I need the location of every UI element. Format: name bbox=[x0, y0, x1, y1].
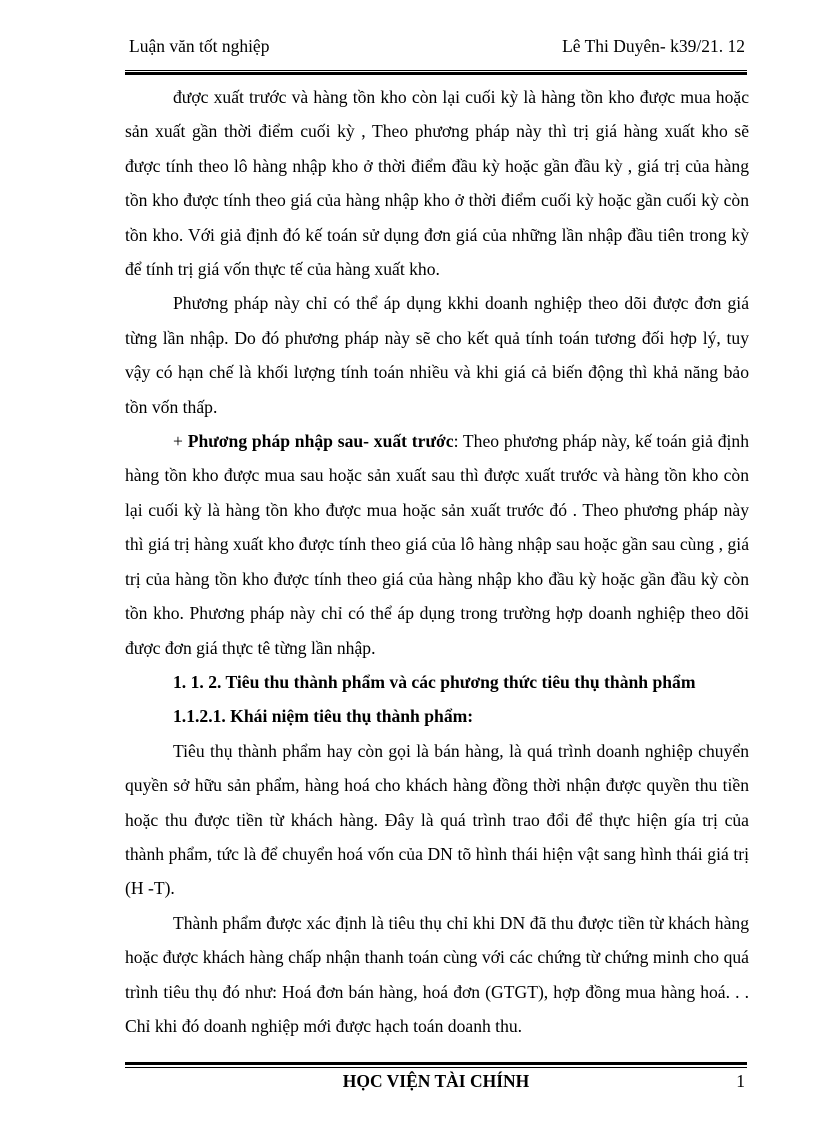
lifo-description: : Theo phương pháp này, kế toán giả định hàng tồn kho được mua sau hoặc sản xuất sau thì được xuất trước và hàng tồn kho còn lại cuối kỳ là hàng tồn kho được mua hoặc sản xuất trước đó . Theo phương pháp này thì giá trị hàng xuất kho được tính theo giá của lô hàng nhập sau hoặc gần sau cùng , giá trị của hàng tồn kho được tính theo giá của hàng nhập kho đầu kỳ hoặc gần đầu kỳ còn tồn kho. Phương pháp này chỉ có thể áp dụng trong trường hợp doanh nghiệp theo dõi được đơn giá thực tê từng lần nhập. bbox=[125, 431, 750, 658]
subsection-heading: 1.1.2.1. Khái niệm tiêu thụ thành phẩm: bbox=[173, 706, 474, 727]
page-footer bbox=[125, 1062, 747, 1101]
page-body bbox=[125, 80, 749, 1043]
header-thesis-title: Luận văn tốt nghiệp bbox=[129, 36, 270, 56]
footer-institution: HỌC VIỆN TÀI CHÍNH bbox=[342, 1071, 530, 1091]
lifo-method-term: Phương pháp nhập sau- xuất trước bbox=[187, 431, 454, 452]
header-author: Lê Thi Duyên- k39/21. 12 bbox=[562, 36, 745, 56]
paragraph-fifo-evaluation: Phương pháp này chỉ có thể áp dụng kkhi doanh nghiệp theo dõi được đơn giá từng lần nhập. Do đó phương pháp này sẽ cho kết quả tính toán tương đối hợp lý, tuy vậy có hạn chế là khối lượng tính toán nhiều và khi giá cả biến động thì khả năng bảo tồn vốn thấp. bbox=[125, 293, 749, 417]
section-heading: 1. 1. 2. Tiêu thu thành phẩm và các phương thức tiêu thụ thành phẩm bbox=[173, 671, 696, 692]
lifo-prefix: + bbox=[173, 431, 188, 452]
paragraph-fifo-continued: được xuất trước và hàng tồn kho còn lại cuối kỳ là hàng tồn kho được mua hoặc sản xuất gần thời điểm cuối kỳ , Theo phương pháp này thì trị giá hàng xuất kho sẽ được tính theo lô hàng nhập kho ở thời điểm đầu kỳ hoặc gần đầu kỳ , giá trị của hàng tồn kho được tính theo giá của hàng nhập kho ở thời điểm cuối kỳ hoặc gần cuối kỳ còn tồn kho. Với giả định đó kế toán sử dụng đơn giá của những lần nhập đầu tiên trong kỳ để tính trị giá vốn thực tế của hàng xuất kho. bbox=[125, 87, 749, 280]
paragraph-sales-recognition: Thành phẩm được xác định là tiêu thụ chỉ khi DN đã thu được tiền từ khách hàng hoặc được khách hàng chấp nhận thanh toán cùng với các chứng từ chứng minh cho quá trình tiêu thụ đó như: Hoá đơn bán hàng, hoá đơn (GTGT), hợp đồng mua hàng hoá. . . Chỉ khi đó doanh nghiệp mới được hạch toán doanh thu. bbox=[125, 912, 749, 1036]
page-number: 1 bbox=[736, 1071, 745, 1091]
paragraph-lifo bbox=[125, 424, 749, 665]
paragraph-sales-definition: Tiêu thụ thành phẩm hay còn gọi là bán hàng, là quá trình doanh nghiệp chuyển quyền sở hữu sản phẩm, hàng hoá cho khách hàng đồng thời nhận được quyền thu tiền hoặc thu được tiền từ khách hàng. Đây là quá trình trao đổi để thực hiện gía trị của thành phẩm, tức là để chuyển hoá vốn của DN tõ hình thái hiện vật sang hình thái giá trị (H -T). bbox=[125, 740, 749, 899]
page-header bbox=[125, 30, 747, 71]
